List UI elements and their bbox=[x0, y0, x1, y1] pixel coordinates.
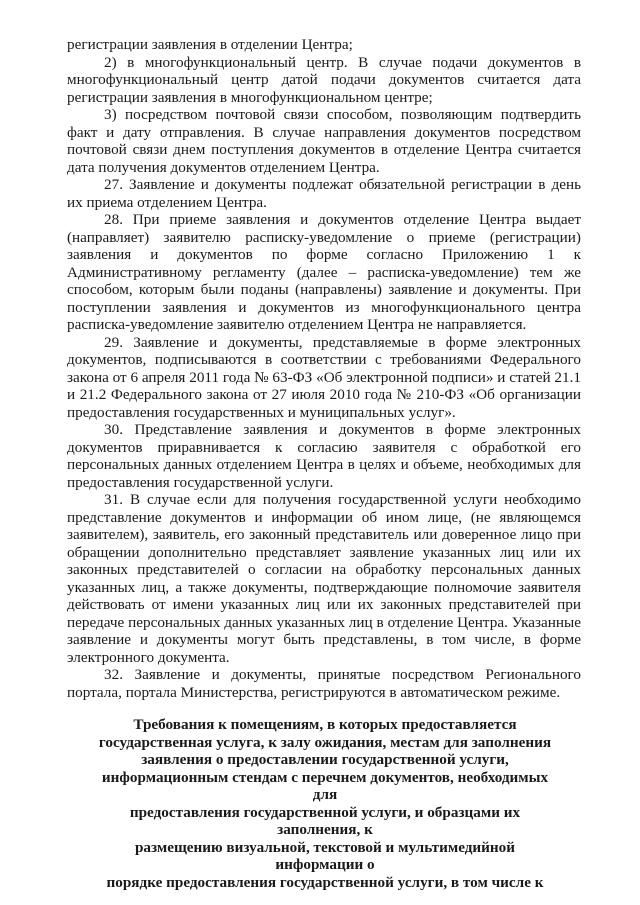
document-body bbox=[67, 36, 581, 701]
paragraph-continuation: регистрации заявления в отделении Центра; bbox=[67, 36, 353, 53]
paragraph-item-3: 3) посредством почтовой связи способом, позволяющим подтвердить факт и дату отправления. В случае направления документов посредством почтовой связи днем поступления документов в отделение Центра считается дата получения документов отделением Центра. bbox=[67, 106, 581, 176]
paragraph-27: 27. Заявление и документы подлежат обязательной регистрации в день их приема отделением Центра. bbox=[67, 176, 581, 211]
heading-line: порядке предоставления государственной услуги, в том числе к bbox=[106, 873, 544, 891]
paragraph-31: 31. В случае если для получения государственной услуги необходимо представление документов и информации об ином лице, (не являющемся заявителем), заявитель, его законный представитель или доверенное лицо при обращении дополнительно представляет заявление указанных лиц или их законных представителей о согласии на обработку персональных данных указанных лиц, а также документы, подтверждающие полномочие заявителя действовать от имени указанных лиц или их законных представителей при передаче персональных данных указанных лиц в отделение Центра. Указанные заявление и документы могут быть представлены, в том числе, в форме электронного документа. bbox=[67, 491, 581, 666]
heading-line: заявления о предоставлении государственной услуги, bbox=[141, 751, 509, 768]
heading-line: государственная услуга, к залу ожидания, местам для заполнения bbox=[98, 733, 552, 751]
paragraph-32: 32. Заявление и документы, принятые посредством Регионального портала, портала Министерства, регистрируются в автоматическом режиме. bbox=[67, 666, 581, 701]
heading-line: предоставления государственной услуги, и образцами их заполнения, к bbox=[129, 803, 521, 838]
paragraph-item-2: 2) в многофункциональный центр. В случае подачи документов в многофункциональный центр датой подачи документов считается дата регистрации заявления в многофункциональном центре; bbox=[67, 53, 581, 106]
section-heading bbox=[90, 716, 560, 891]
paragraph-29: 29. Заявление и документы, представляемые в форме электронных документов, подписываются в соответствии с требованиями Федерального закона от 6 апреля 2011 года № 63-ФЗ «Об электронной подписи» и статей 21.1 и 21.2 Федерального закона от 27 июля 2010 года № 210-ФЗ «Об организации предоставления государственных и муниципальных услуг». bbox=[67, 333, 581, 421]
paragraph-30: 30. Представление заявления и документов в форме электронных документов приравнивается к согласию заявителя с обработкой его персональных данных отделением Центра в целях и объеме, необходимых для предоставления государственной услуги. bbox=[67, 421, 581, 491]
heading-line: Требования к помещениям, в которых предоставляется bbox=[133, 716, 517, 733]
paragraph-28: 28. При приеме заявления и документов отделение Центра выдает (направляет) заявителю расписку-уведомление о приеме (регистрации) заявления и документов по форме согласно Приложению 1 к Административному регламенту (далее – расписка-уведомление) тем же способом, которым были поданы (направлены) заявление и документы. При поступлении заявления и документов из многофункционального центра расписка-уведомление заявителю отделением Центра не направляется. bbox=[67, 211, 581, 333]
heading-line: информационным стендам с перечнем документов, необходимых для bbox=[101, 768, 549, 803]
heading-line: размещению визуальной, текстовой и мультимедийной информации о bbox=[134, 838, 516, 873]
